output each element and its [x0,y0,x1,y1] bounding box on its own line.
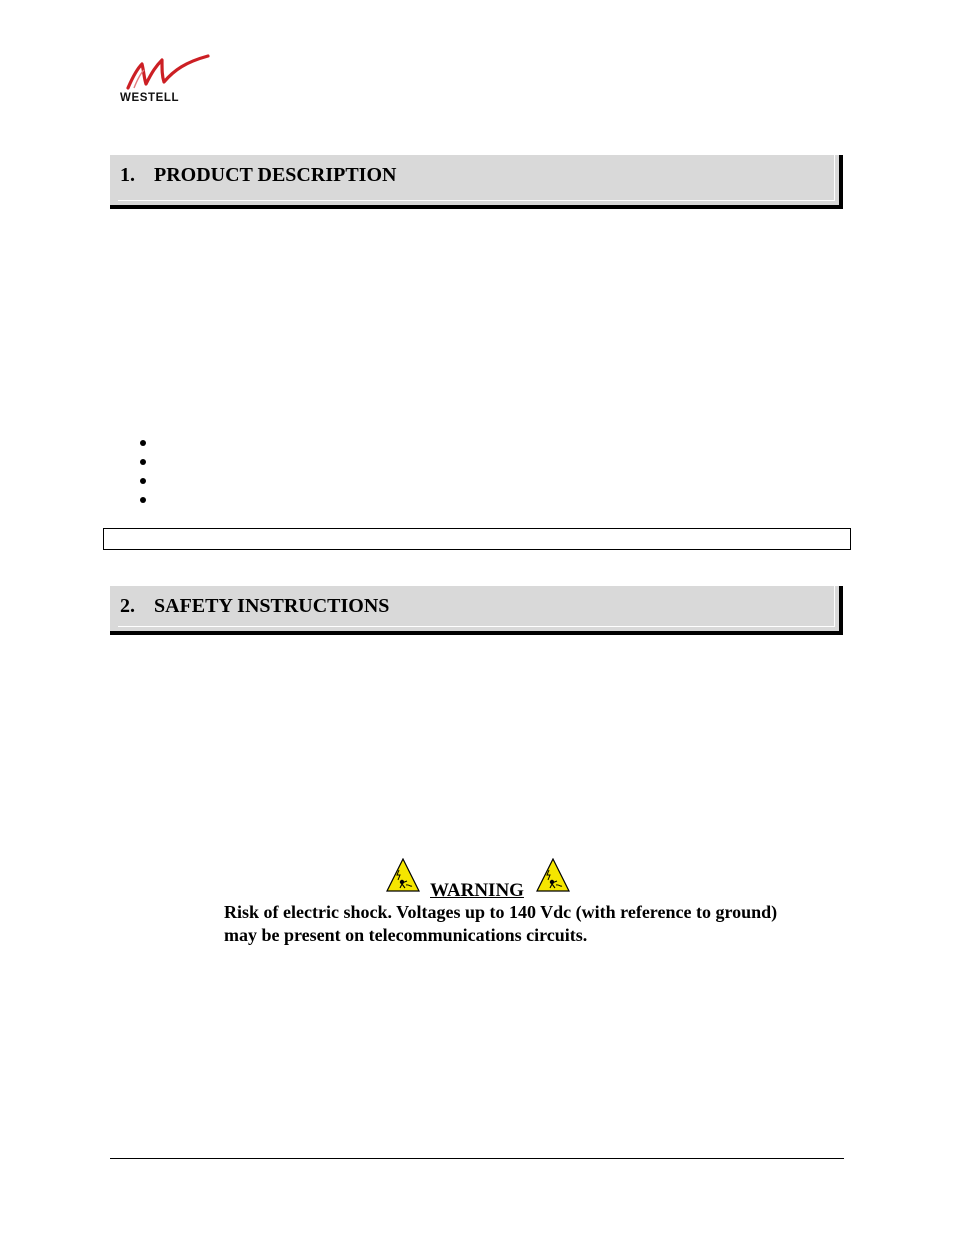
bullet-icon [140,478,146,484]
warning-header [386,858,576,901]
footer-divider [110,1158,844,1159]
warning-text: Risk of electric shock. Voltages up to 140 Vdc (with reference to ground) may be present on telecommunications circuits. [224,902,778,945]
bullet-icon [140,440,146,446]
logo-text: WESTELL [120,92,180,104]
section-number: 1. [120,164,135,186]
electric-shock-warning-icon [386,858,420,892]
warning-label: WARNING [430,880,524,901]
section-number: 2. [120,595,135,617]
section-heading-product-description [110,155,843,209]
electric-shock-warning-icon [536,858,570,892]
section-title [120,164,396,187]
section-title [120,595,389,618]
bullet-icon [140,497,146,503]
section-heading-safety-instructions [110,586,843,635]
section-title-text: PRODUCT DESCRIPTION [154,164,397,186]
bullet-icon [140,459,146,465]
westell-logo [118,54,208,108]
section-title-text: SAFETY INSTRUCTIONS [154,595,390,617]
note-box [103,528,851,550]
westell-logo-icon [124,54,210,94]
